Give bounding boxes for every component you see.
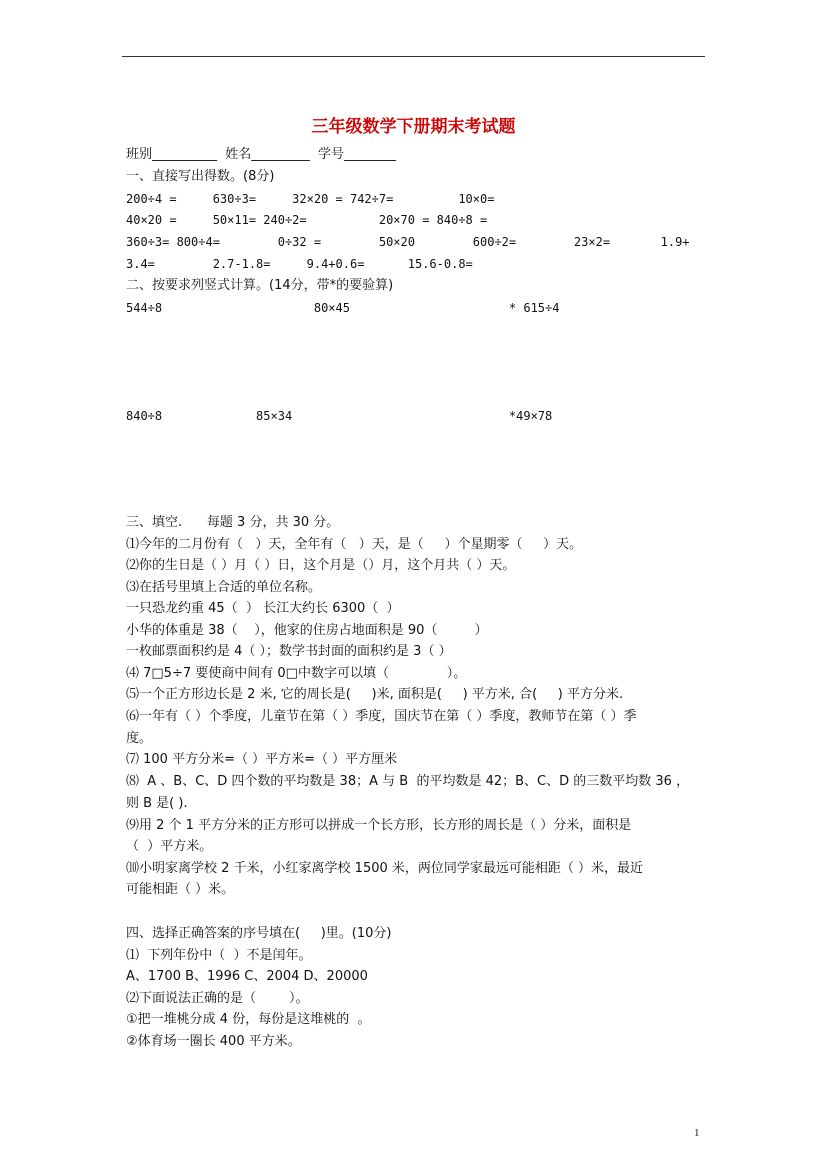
section-2-heading: 二、按要求列竖式计算。(14分，带*的要验算) <box>126 278 394 293</box>
section-1-row: 200÷4 = 630÷3= 32×20 = 742÷7= 10×0= <box>126 192 495 206</box>
section-4-heading: 四、选择正确答案的序号填在( )里。(10分) <box>126 926 392 941</box>
section-3-line: 一枚邮票面积约是 4（ ）；数学书封面的面积约是 3（ ） <box>126 644 452 659</box>
section-3-line: ⑻ A 、B、C、D 四个数的平均数是 38；A 与 B 的平均数是 42；B、C、D 的三数平均数 36 ， <box>126 774 690 789</box>
header-rule <box>122 56 705 57</box>
section-3-line: 一只恐龙约重 45（ ） 长江大约长 6300（ ） <box>126 601 400 616</box>
section-1-row: 40×20 = 50×11= 240÷2= 20×70 = 840÷8 = <box>126 213 488 227</box>
section-1-row: 3.4= 2.7-1.8= 9.4+0.6= 15.6-0.8= <box>126 257 473 271</box>
section-3-line: 小华的体重是 38（ ），他家的住房占地面积是 90（ ） <box>126 623 488 638</box>
section-3-line: ⑹一年有（ ）个季度，儿童节在第（ ）季度，国庆节在第（ ）季度，教师节在第（ ）季 <box>126 709 637 724</box>
section-4-line: ⑴ 下列年份中（ ）不是闰年。 <box>126 948 312 963</box>
section-3-line: ⑺ 100 平方分米=（ ）平方米=（ ）平方厘米 <box>126 752 398 767</box>
section-3-line: ⑼用 2 个 1 平方分米的正方形可以拼成一个长方形，长方形的周长是（ ）分米，面积是 <box>126 818 632 833</box>
section-3-line: （ ）平方米。 <box>126 839 213 854</box>
exam-title: 三年级数学下册期末考试题 <box>311 117 516 137</box>
section-1-row: 360÷3= 800÷4= 0÷32 = 50×20 600÷2= 23×2= 1.9+ <box>126 235 690 249</box>
page-number: 1 <box>694 1127 700 1139</box>
section-2-problems-row: 544÷8 80×45 * 615÷4 <box>126 301 560 315</box>
section-3-line: ⑽小明家离学校 2 千米，小红家离学校 1500 米，两位同学家最远可能相距（ ）米，最近 <box>126 861 644 876</box>
section-4-line: ②体育场一圈长 400 平方米。 <box>126 1034 301 1049</box>
section-2-problems-row: 840÷8 85×34 *49×78 <box>126 409 553 423</box>
section-4-line: ⑵下面说法正确的是（ ）。 <box>126 991 309 1006</box>
section-3-line: 度。 <box>126 731 153 746</box>
section-3-line: ⑸一个正方形边长是 2 米, 它的周长是( )米, 面积是( ) 平方米, 合( ) 平方分米. <box>126 687 624 702</box>
section-4-line: ①把一堆桃分成 4 份，每份是这堆桃的 。 <box>126 1012 371 1027</box>
student-info-line: 班别__________ 姓名_________ 学号________ <box>126 147 397 162</box>
section-3-line: 可能相距（ ）米。 <box>126 882 235 897</box>
section-3-line: ⑷ 7□5÷7 要使商中间有 0□中数字可以填（ ）。 <box>126 666 467 681</box>
section-3-line: 则 B 是( ). <box>126 796 188 811</box>
section-3-line: ⑶在括号里填上合适的单位名称。 <box>126 580 322 595</box>
section-3-line: ⑵你的生日是（ ）月（ ）日，这个月是（）月，这个月共（ ）天。 <box>126 558 516 573</box>
section-3-line: ⑴今年的二月份有（ ）天，全年有（ ）天，是（ ）个星期零（ ）天。 <box>126 537 583 552</box>
section-3-heading: 三、填空. 每题 3 分，共 30 分。 <box>126 515 340 530</box>
section-1-heading: 一、直接写出得数。(8分) <box>126 169 275 184</box>
section-4-line: A、1700 B、1996 C、2004 D、20000 <box>126 969 368 984</box>
